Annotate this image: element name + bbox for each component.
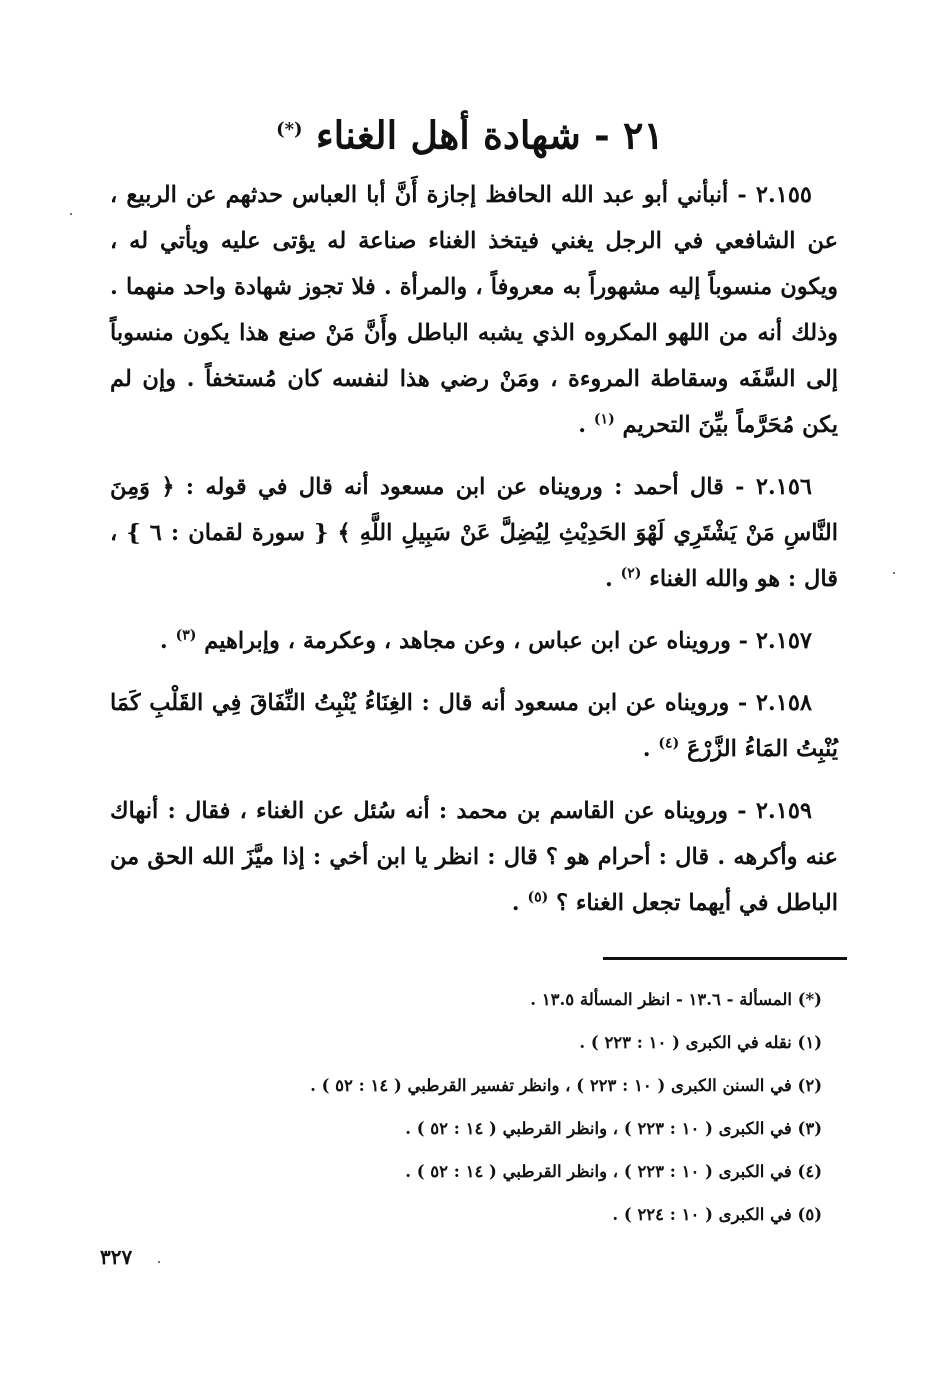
title-footnote-marker: (*) bbox=[276, 119, 303, 140]
paragraph-2156 bbox=[110, 464, 838, 602]
issue-number: ٢.١٥٦ bbox=[755, 474, 812, 500]
scan-speck bbox=[893, 572, 895, 574]
paragraph-end: . bbox=[159, 628, 176, 654]
paragraph-2157 bbox=[110, 618, 838, 664]
paragraph-text: - ورويناه عن ابن مسعود أنه قال : الغِنَاءُ يُنْبِتُ النِّفَاقَ فِي القَلْبِ كَمَا يُنْبِتُ المَاءُ الزَّرْعَ bbox=[110, 690, 838, 762]
footnote-ref: (٥) bbox=[527, 889, 549, 906]
footnote-3: (٣) في الكبرى ( ١٠ : ٢٢٣ ) ، وانظر القرطبي ( ١٤ : ٥٢ ) . bbox=[405, 1119, 822, 1138]
paragraph-2155 bbox=[110, 172, 838, 448]
footnote-4: (٤) في الكبرى ( ١٠ : ٢٢٣ ) ، وانظر القرطبي ( ١٤ : ٥٢ ) . bbox=[405, 1162, 822, 1181]
footnote-1: (١) نقله في الكبرى ( ١٠ : ٢٢٣ ) . bbox=[579, 1033, 822, 1052]
footnote-ref: (٤) bbox=[658, 735, 680, 752]
main-text bbox=[110, 172, 838, 942]
footnote-2: (٢) في السنن الكبرى ( ١٠ : ٢٢٣ ) ، وانظر تفسير القرطبي ( ١٤ : ٥٢ ) . bbox=[310, 1076, 822, 1095]
issue-number: ٢.١٥٨ bbox=[755, 690, 812, 716]
paragraph-end: . bbox=[642, 736, 659, 762]
footnote-ref: (٢) bbox=[620, 565, 642, 582]
paragraph-end: . bbox=[511, 890, 528, 916]
footnote-ref: (١) bbox=[593, 411, 615, 428]
section-title-text: ٢١ - شهادة أهل الغناء bbox=[315, 112, 664, 158]
paragraph-text: - ورويناه عن ابن عباس ، وعن مجاهد ، وعكرمة ، وإبراهيم bbox=[204, 628, 756, 654]
issue-number: ٢.١٥٩ bbox=[755, 798, 812, 824]
paragraph-text: - قال أحمد : ورويناه عن ابن مسعود أنه قال في قوله : ﴿ وَمِنَ النَّاسِ مَنْ يَشْتَرِي لَهْوَ الحَدِيْثِ لِيُضِلَّ عَنْ سَبِيلِ اللَّهِ ﴾ { سورة لقمان : ٦ } ، قال : هو والله الغناء bbox=[110, 474, 838, 592]
footnotes bbox=[110, 978, 822, 1236]
page-number: ٣٢٧ bbox=[100, 1245, 133, 1269]
footnote-star: (*) المسألة - ١٣.٦ - انظر المسألة ١٣.٥ . bbox=[530, 990, 822, 1009]
footnote-separator bbox=[603, 957, 847, 960]
scan-speck bbox=[158, 1261, 160, 1263]
issue-number: ٢.١٥٧ bbox=[755, 628, 812, 654]
paragraph-2158 bbox=[110, 680, 838, 772]
paragraph-2159 bbox=[110, 788, 838, 926]
footnote-ref: (٣) bbox=[175, 627, 197, 644]
footnote-5: (٥) في الكبرى ( ١٠ : ٢٢٤ ) . bbox=[612, 1205, 822, 1224]
scan-speck bbox=[70, 213, 72, 215]
paragraph-end: . bbox=[578, 412, 594, 438]
section-title bbox=[100, 100, 840, 166]
issue-number: ٢.١٥٥ bbox=[755, 182, 812, 208]
paragraph-text: - ورويناه عن القاسم بن محمد : أنه سُئل عن الغناء ، فقال : أنهاك عنه وأكرهه . قال : أحرام هو ؟ قال : انظر يا ابن أخي : إذا ميَّزَ الله الحق من الباطل في أيهما تجعل الغناء ؟ bbox=[110, 798, 838, 916]
paragraph-text: - أنبأني أبو عبد الله الحافظ إجازة أَنَّ أبا العباس حدثهم عن الربيع ، عن الشافعي في الرجل يغني فيتخذ الغناء صناعة له يؤتى عليه ويأتي له ، ويكون منسوباً إليه مشهوراً به معروفاً ، والمرأة . فلا تجوز شهادة واحد منهما . وذلك أنه من اللهو المكروه الذي يشبه الباطل وأَنَّ مَنْ صنع هذا يكون منسوباً إلى السَّفَه وسقاطة المروءة ، ومَنْ رضي هذا لنفسه كان مُستخفاً . وإن لم يكن مُحَرَّماً بيِّنَ التحريم bbox=[110, 182, 838, 438]
paragraph-end: . bbox=[604, 566, 621, 592]
